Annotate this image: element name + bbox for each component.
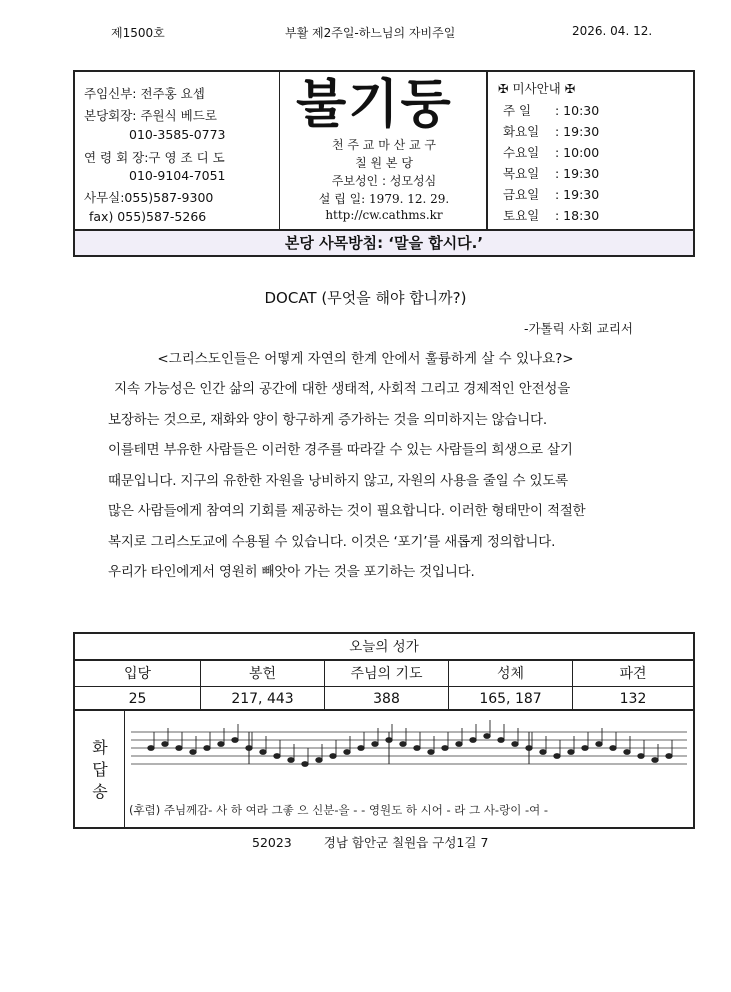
music-note xyxy=(610,746,616,751)
music-note xyxy=(442,746,448,751)
postal-code: 52023 xyxy=(252,835,292,850)
music-note xyxy=(498,738,504,743)
music-note xyxy=(582,746,588,751)
mass-time: : 18:30 xyxy=(555,208,600,223)
mass-schedule-row xyxy=(503,143,599,161)
parish-name: 칠 원 본 당 xyxy=(355,156,413,170)
music-note xyxy=(456,742,462,747)
psalm-music-score xyxy=(129,718,689,818)
music-note xyxy=(176,746,182,751)
music-note xyxy=(484,734,490,739)
street-address: 경남 함안군 칠원읍 구성1길 7 xyxy=(323,835,489,850)
pastor-line: 주임신부: 전주홍 요셉 xyxy=(84,86,205,101)
docat-body-line: 이를테면 부유한 사람들은 이러한 경주를 따라갈 수 있는 사람들의 희생으로 살기 xyxy=(108,442,573,458)
diocese-name: 천 주 교 마 산 교 구 xyxy=(331,138,437,152)
bulletin-top-line xyxy=(0,24,731,42)
music-note xyxy=(428,750,434,755)
hymn-number: 25 xyxy=(75,687,201,711)
music-note xyxy=(218,742,224,747)
music-note xyxy=(568,750,574,755)
music-note xyxy=(638,754,644,759)
hymn-number: 388 xyxy=(325,687,449,711)
music-note xyxy=(316,758,322,763)
contact-column xyxy=(75,72,280,229)
hymn-column-header: 주님의 기도 xyxy=(325,661,449,687)
mass-schedule-row xyxy=(503,164,599,182)
music-note xyxy=(554,754,560,759)
psalm-lyrics: (후렴) 주님께감- 사 하 여라 그좋 으 신분-을 - - 영원도 하 시어 - 라 그 사-랑이 -여 - xyxy=(129,803,549,817)
liaison-phone: 010-9104-7051 xyxy=(129,168,226,183)
mass-time: : 10:30 xyxy=(555,103,600,118)
music-note xyxy=(288,758,294,763)
mass-schedule-row xyxy=(503,206,599,224)
music-note xyxy=(512,742,518,747)
music-note xyxy=(358,746,364,751)
psalm-label-char: 화 xyxy=(92,738,108,757)
president-line: 본당회장: 주원식 베드로 xyxy=(84,108,217,123)
mass-day: 화요일 xyxy=(503,124,540,139)
hymn-table-title: 오늘의 성가 xyxy=(75,634,693,661)
docat-body-line: 때문입니다. 지구의 유한한 자원을 낭비하지 않고, 자원의 사용을 줄일 수 있도록 xyxy=(108,472,569,489)
patron-saint: 주보성인 : 성모성심 xyxy=(331,174,437,188)
music-note xyxy=(190,750,196,755)
docat-body-line: 많은 사람들에게 참여의 기회를 제공하는 것이 필요합니다. 이러한 형태만이 적절한 xyxy=(108,503,586,519)
parish-address xyxy=(252,833,488,851)
hymn-number: 165, 187 xyxy=(449,687,573,711)
mass-schedule-row xyxy=(503,122,599,140)
docat-body-line: 우리가 타인에게서 영원히 빼앗아 가는 것을 포기하는 것입니다. xyxy=(108,564,475,580)
mass-schedule-column xyxy=(488,72,693,229)
music-note xyxy=(540,750,546,755)
docat-title: DOCAT (무엇을 해야 합니까?) xyxy=(264,289,467,307)
music-note xyxy=(414,746,420,751)
pastoral-motto: 본당 사목방침: ‘말을 합시다.’ xyxy=(75,229,693,255)
psalm-label xyxy=(75,711,125,827)
music-note xyxy=(596,742,602,747)
hymn-number: 217, 443 xyxy=(201,687,325,711)
music-note xyxy=(624,750,630,755)
hymn-column-header: 봉헌 xyxy=(201,661,325,687)
music-note xyxy=(652,758,658,763)
mass-day: 주 일 xyxy=(503,103,532,118)
liaison-line: 연 령 회 장:구 영 조 디 도 xyxy=(84,150,225,165)
music-note xyxy=(330,754,336,759)
music-note xyxy=(204,746,210,751)
hymn-table xyxy=(73,632,695,829)
parish-website[interactable]: http://cw.cathms.kr xyxy=(325,208,443,222)
docat-body-line: 지속 가능성은 인간 삶의 공간에 대한 생태적, 사회적 그리고 경제적인 안전성을 xyxy=(106,381,571,397)
psalm-label-char: 답 xyxy=(92,760,108,779)
mass-time: : 19:30 xyxy=(555,124,600,139)
hymn-column-header: 성체 xyxy=(449,661,573,687)
mass-day: 수요일 xyxy=(503,145,540,160)
docat-body-line: 복지로 그리스도교에 수용될 수 있습니다. 이것은 ‘포기’를 새롭게 정의합니다. xyxy=(108,533,556,550)
music-note xyxy=(274,754,280,759)
music-note xyxy=(666,754,672,759)
hymn-column-header: 파견 xyxy=(573,661,693,687)
music-note xyxy=(470,738,476,743)
mass-schedule-row xyxy=(503,101,599,119)
masthead-box xyxy=(73,70,695,257)
mass-schedule-row xyxy=(503,185,599,203)
bulletin-date: 2026. 04. 12. xyxy=(572,24,653,38)
mass-time: : 10:00 xyxy=(555,145,600,160)
hymn-column-header: 입당 xyxy=(75,661,201,687)
music-note xyxy=(260,750,266,755)
music-note xyxy=(400,742,406,747)
fax-number: fax) 055)587-5266 xyxy=(89,209,207,224)
hymn-number: 132 xyxy=(573,687,693,711)
mass-time: : 19:30 xyxy=(555,187,600,202)
mass-day: 토요일 xyxy=(503,208,540,223)
liturgical-sunday: 부활 제2주일-하느님의 자비주일 xyxy=(285,26,456,40)
docat-subtitle: -가톨릭 사회 교리서 xyxy=(523,321,633,336)
music-note xyxy=(302,762,308,767)
masthead-column xyxy=(280,72,488,229)
mass-time: : 19:30 xyxy=(555,166,600,181)
music-note xyxy=(372,742,378,747)
docat-question: <그리스도인들은 어떻게 자연의 한계 안에서 훌륭하게 살 수 있나요?> xyxy=(157,351,574,367)
mass-schedule-heading: ✠ 미사안내 ✠ xyxy=(498,81,576,96)
bulletin-title: 불기둥 xyxy=(296,75,453,135)
psalm-label-char: 송 xyxy=(92,782,108,801)
music-note xyxy=(148,746,154,751)
mass-day: 목요일 xyxy=(503,166,540,181)
music-note xyxy=(344,750,350,755)
president-phone: 010-3585-0773 xyxy=(129,127,226,142)
docat-body-line: 보장하는 것으로, 재화와 양이 항구하게 증가하는 것을 의미하지는 않습니다. xyxy=(108,411,547,428)
founding-date: 설 립 일: 1979. 12. 29. xyxy=(318,192,450,206)
office-phone: 사무실:055)587-9300 xyxy=(84,190,214,205)
music-note xyxy=(162,742,168,747)
music-note xyxy=(232,738,238,743)
issue-number: 제1500호 xyxy=(111,26,165,40)
mass-day: 금요일 xyxy=(503,187,540,202)
